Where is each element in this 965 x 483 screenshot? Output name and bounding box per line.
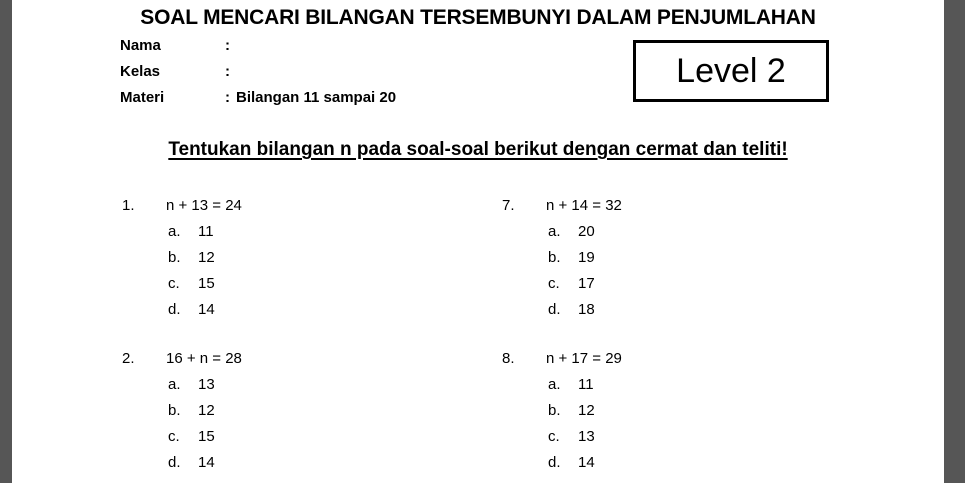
option-letter: d. [548,300,561,318]
option-letter: a. [168,375,181,393]
option-value: 12 [198,248,215,266]
question-equation: n + 14 = 32 [546,196,622,214]
header-fields [120,32,396,110]
option-letter: a. [548,375,561,393]
left-page-margin [0,0,12,483]
field-kelas-label: Kelas [120,62,161,80]
option-value: 13 [198,375,215,393]
option-letter: a. [168,222,181,240]
option-value: 11 [578,375,594,393]
question-7-head [502,192,872,218]
option-value: 11 [198,222,214,240]
option-letter: c. [548,274,560,292]
option-letter: b. [548,248,561,266]
option-value: 15 [198,274,215,292]
field-nama [120,32,396,58]
question-7-option-a [502,218,872,244]
option-value: 18 [578,300,595,318]
option-value: 17 [578,274,595,292]
option-value: 13 [578,427,595,445]
option-value: 20 [578,222,595,240]
option-letter: b. [168,248,181,266]
field-materi-value: Bilangan 11 sampai 20 [236,88,397,106]
option-letter: d. [548,453,561,471]
question-7-option-d [502,296,872,322]
question-1-option-a [122,218,492,244]
question-1-head [122,192,492,218]
question-2-option-a [122,371,492,397]
instruction-text: Tentukan bilangan n pada soal-soal berikut dengan cermat dan teliti! [168,139,788,160]
option-value: 14 [578,453,595,471]
question-number: 7. [502,196,515,214]
level-badge-label: Level 2 [676,52,786,90]
worksheet-title: SOAL MENCARI BILANGAN TERSEMBUNYI DALAM PENJUMLAHAN [140,6,816,29]
question-equation: 16 + n = 28 [166,349,242,367]
option-letter: d. [168,300,181,318]
option-value: 15 [198,427,215,445]
question-8-option-c [502,423,872,449]
question-7 [502,192,872,322]
option-letter: a. [548,222,561,240]
question-number: 8. [502,349,515,367]
option-letter: b. [548,401,561,419]
question-column-left [122,192,492,475]
question-column-right [502,192,872,475]
question-8-option-d [502,449,872,475]
option-value: 19 [578,248,595,266]
question-number: 1. [122,196,135,214]
field-materi-separator: : [225,88,230,106]
option-letter: c. [548,427,560,445]
question-1 [122,192,492,322]
option-value: 14 [198,300,215,318]
field-nama-label: Nama [120,36,161,54]
question-number: 2. [122,349,135,367]
question-8-head [502,345,872,371]
field-materi [120,84,396,110]
question-8 [502,345,872,475]
field-kelas-separator: : [225,62,230,80]
option-value: 12 [198,401,215,419]
right-page-margin [944,0,965,483]
instruction-line [12,139,944,161]
question-equation: n + 17 = 29 [546,349,622,367]
question-8-option-b [502,397,872,423]
option-value: 12 [578,401,595,419]
field-materi-label: Materi [120,88,165,106]
question-7-option-b [502,244,872,270]
field-nama-separator: : [225,36,230,54]
question-2-option-d [122,449,492,475]
question-1-option-d [122,296,492,322]
question-1-option-c [122,270,492,296]
question-1-option-b [122,244,492,270]
option-letter: d. [168,453,181,471]
field-kelas [120,58,396,84]
question-7-option-c [502,270,872,296]
option-value: 14 [198,453,215,471]
level-badge [633,40,829,102]
question-2-option-b [122,397,492,423]
question-2-option-c [122,423,492,449]
question-2 [122,345,492,475]
option-letter: c. [168,427,180,445]
option-letter: b. [168,401,181,419]
question-2-head [122,345,492,371]
option-letter: c. [168,274,180,292]
question-8-option-a [502,371,872,397]
question-equation: n + 13 = 24 [166,196,242,214]
